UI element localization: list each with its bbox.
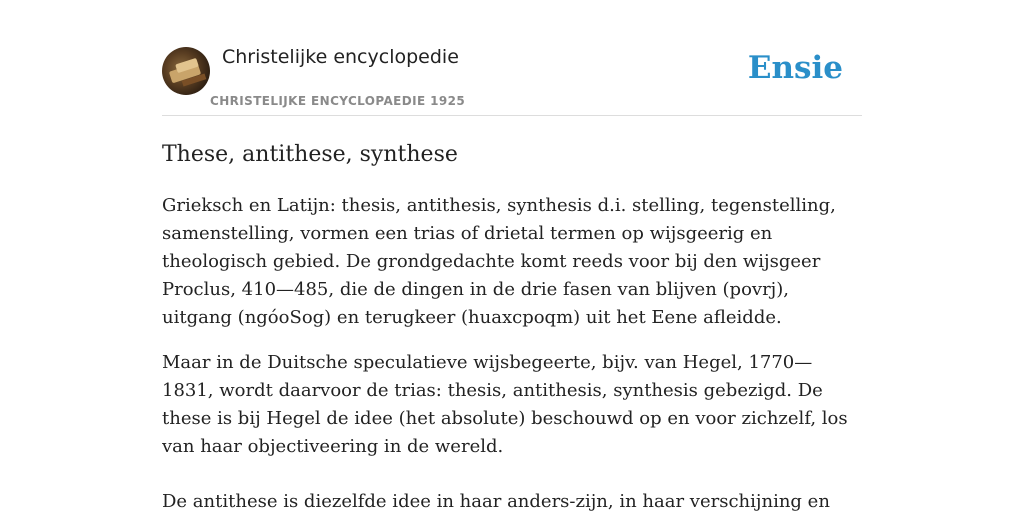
encyclopedia-avatar-icon[interactable]: [162, 47, 210, 95]
site-subtitle: CHRISTELIJKE ENCYCLOPAEDIE 1925: [210, 94, 466, 108]
brand-logo-link[interactable]: Ensie: [747, 50, 843, 86]
article-title: These, antithese, synthese: [162, 142, 458, 167]
article-paragraph: Grieksch en Latijn: thesis, antithesis, synthesis d.i. stelling, tegenstelling, samenstelling, vormen een trias of drietal termen op wijsgeerig en theologisch gebied. De grondgedachte komt reeds voor bij den wijsgeer Proclus, 410—485, die de dingen in de drie fasen van blijven (povrj), uitgang (ngóoSog) en terugkeer (huaxcpoqm) uit het Eene afleidde.: [162, 195, 836, 328]
site-name-link[interactable]: Christelijke encyclopedie: [222, 46, 459, 68]
article-page: [162, 0, 862, 512]
article-paragraph: De antithese is diezelfde idee in haar anders-zijn, in haar verschijning en: [162, 491, 830, 512]
site-header: [162, 0, 862, 116]
article-paragraph: Maar in de Duitsche speculatieve wijsbegeerte, bijv. van Hegel, 1770—1831, wordt daarvoor de trias: thesis, antithesis, synthesis gebezigd. De these is bij Hegel de idee (het absolute) beschouwd op en voor zichzelf, los van haar objectiveering in de wereld.: [162, 352, 848, 457]
